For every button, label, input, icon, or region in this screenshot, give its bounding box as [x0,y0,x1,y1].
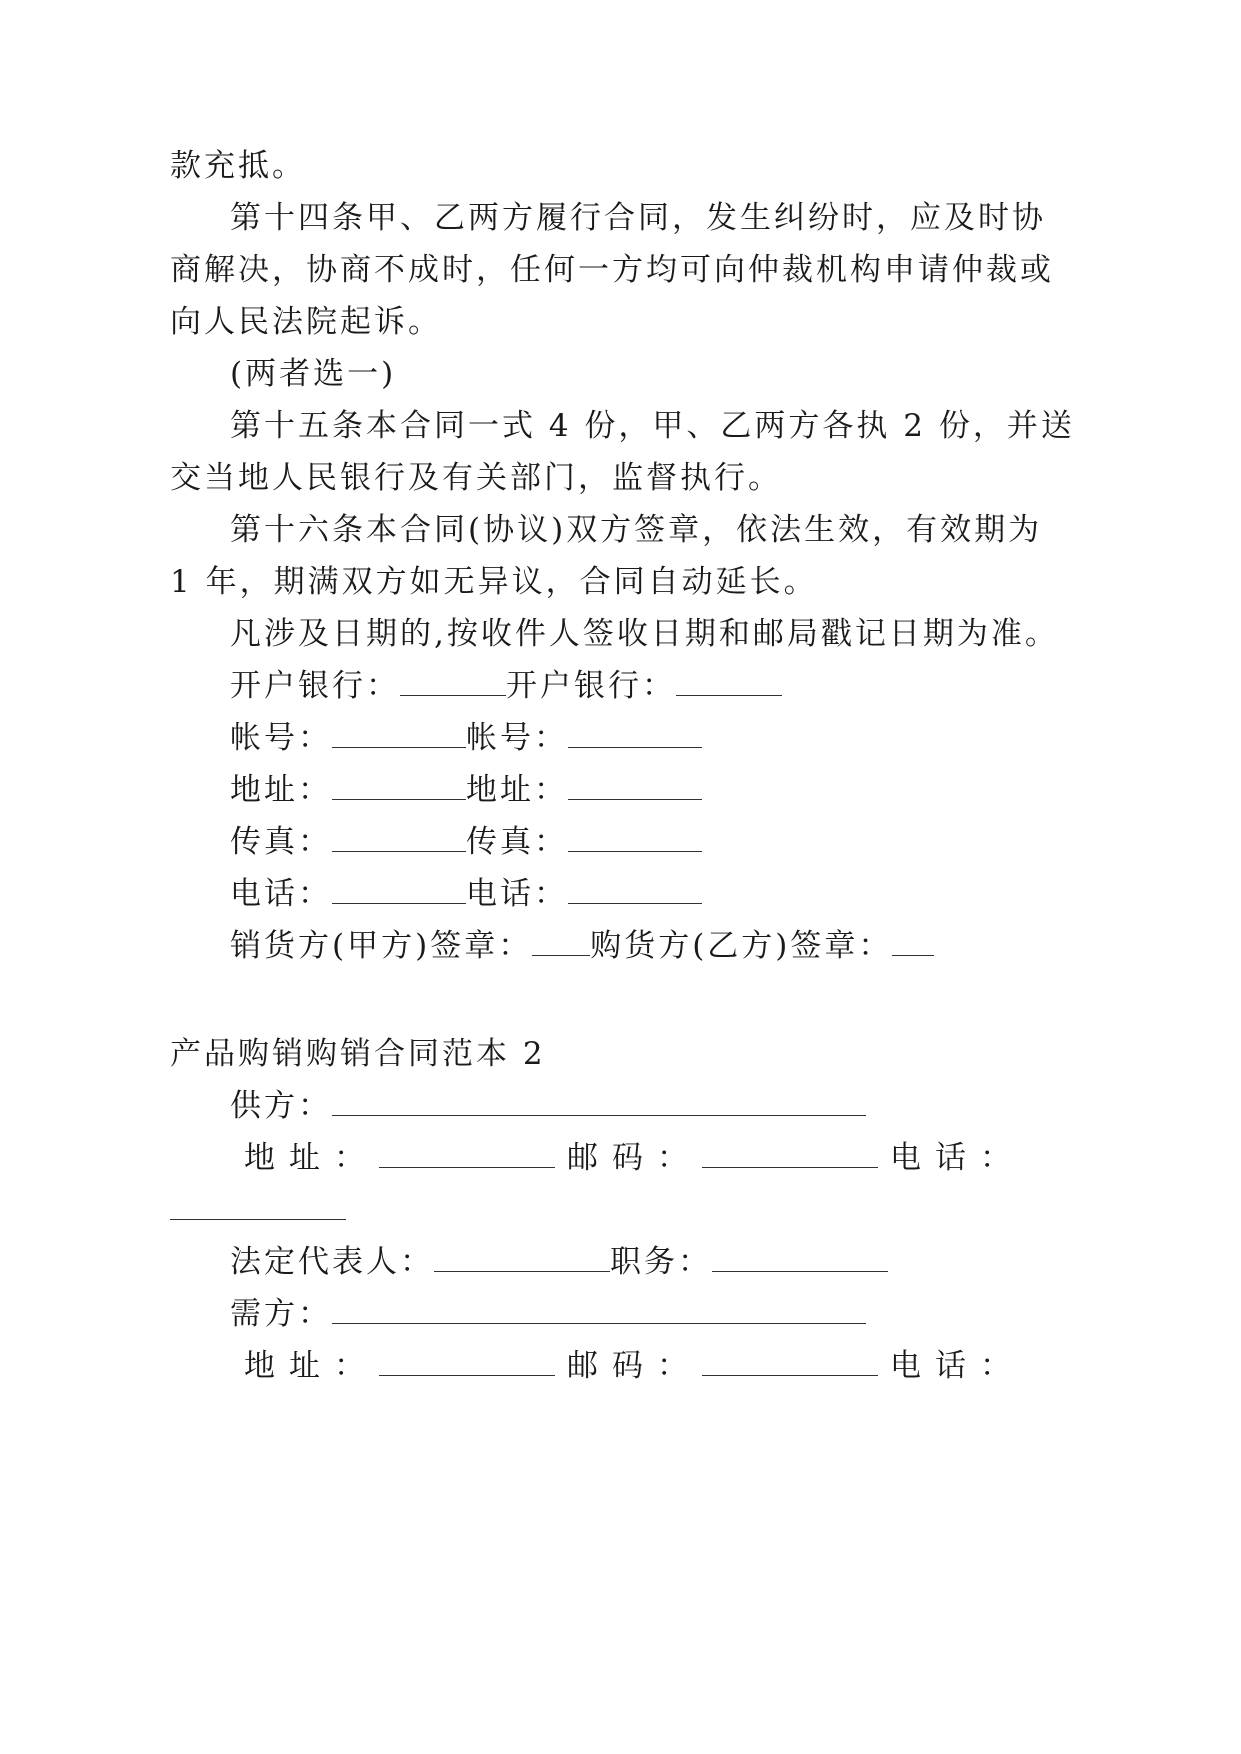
phone-row [230,874,702,914]
phone-label: 电话： [230,876,332,912]
supplier-phone-blank[interactable] [170,1193,346,1220]
address-label-b: 地址： [466,772,568,808]
supplier-row [230,1086,866,1126]
bank-blank-b[interactable] [676,669,782,696]
supplier-phone-label: 电话： [890,1140,1025,1176]
account-row [230,718,702,758]
supplier-label: 供方： [230,1088,332,1124]
demander-blank[interactable] [332,1297,866,1324]
clause-16-line-2: 1 年，期满双方如无异议，合同自动延长。 [170,564,818,600]
account-label: 帐号： [230,720,332,756]
bank-blank-a[interactable] [400,669,506,696]
clause-14-line-1: 第十四条甲、乙两方履行合同，发生纠纷时，应及时协 [230,200,1046,236]
bank-label-b: 开户银行： [506,668,676,704]
supplier-address-label: 地址： [244,1140,379,1176]
fax-label: 传真： [230,824,332,860]
seller-sign-label: 销货方(甲方)签章： [230,928,533,964]
clause-14-line-3: 向人民法院起诉。 [170,304,442,340]
phone-label-b: 电话： [466,876,568,912]
demander-row [230,1294,866,1334]
bank-label: 开户银行： [230,668,400,704]
clause-16-line-1: 第十六条本合同(协议)双方签章，依法生效，有效期为 [230,512,1043,548]
fax-blank-a[interactable] [332,825,466,852]
fax-row [230,822,702,862]
fax-label-b: 传真： [466,824,568,860]
address-blank-a[interactable] [332,773,466,800]
clause-15-line-2: 交当地人民银行及有关部门，监督执行。 [170,460,782,496]
supplier-postcode-label: 邮码： [567,1140,702,1176]
demander-postcode-blank[interactable] [702,1349,878,1376]
demander-phone-label: 电话： [890,1348,1025,1384]
section-2-title: 产品购销购销合同范本 2 [170,1036,546,1072]
demander-contact-row [244,1346,1025,1386]
phone-blank-b[interactable] [568,877,702,904]
legal-rep-row [230,1242,888,1282]
address-blank-b[interactable] [568,773,702,800]
signature-row [230,926,934,966]
legal-rep-blank[interactable] [434,1245,610,1272]
phone-blank-a[interactable] [332,877,466,904]
account-blank-b[interactable] [568,721,702,748]
paragraph-line: 款充抵。 [170,148,306,184]
fax-blank-b[interactable] [568,825,702,852]
supplier-address-blank[interactable] [379,1141,555,1168]
buyer-sign-label: 购货方(乙方)签章： [590,928,893,964]
clause-14-line-2: 商解决，协商不成时，任何一方均可向仲裁机构申请仲裁或 [170,252,1054,288]
supplier-phone-continuation [170,1190,346,1230]
position-label: 职务： [610,1244,712,1280]
buyer-sign-blank[interactable] [892,929,934,956]
position-blank[interactable] [712,1245,888,1272]
option-note: (两者选一) [230,356,397,392]
supplier-contact-row [244,1138,1025,1178]
address-label: 地址： [230,772,332,808]
address-row [230,770,702,810]
account-label-b: 帐号： [466,720,568,756]
date-clause: 凡涉及日期的,按收件人签收日期和邮局戳记日期为准。 [230,616,1059,652]
demander-postcode-label: 邮码： [567,1348,702,1384]
clause-15-line-1: 第十五条本合同一式 4 份，甲、乙两方各执 2 份，并送 [230,408,1075,444]
demander-label: 需方： [230,1296,332,1332]
supplier-blank[interactable] [332,1089,866,1116]
supplier-postcode-blank[interactable] [702,1141,878,1168]
demander-address-blank[interactable] [379,1349,555,1376]
account-blank-a[interactable] [332,721,466,748]
legal-rep-label: 法定代表人： [230,1244,434,1280]
seller-sign-blank[interactable] [532,929,590,956]
bank-row [230,666,782,706]
demander-address-label: 地址： [244,1348,379,1384]
